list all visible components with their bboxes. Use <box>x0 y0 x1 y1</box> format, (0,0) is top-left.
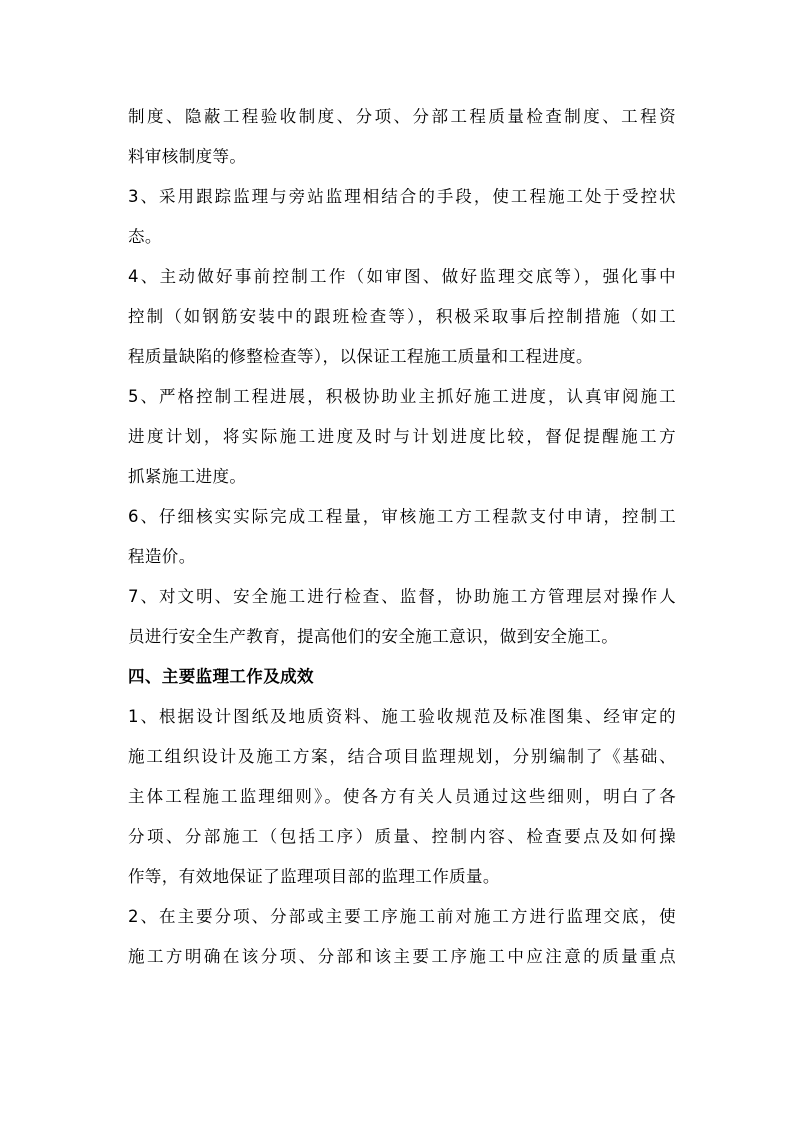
text-line: 抓紧施工进度。 <box>128 467 247 486</box>
text-line: 6、仔细核实实际完成工程量，审核施工方工程款支付申请，控制工 <box>128 507 676 526</box>
text-line: 作等，有效地保证了监理项目部的监理工作质量。 <box>128 867 500 886</box>
text-line: 员进行安全生产教育，提高他们的安全施工意识，做到安全施工。 <box>128 627 619 646</box>
section-heading: 四、主要监理工作及成效 <box>128 667 314 686</box>
text-line: 5、严格控制工程进展，积极协助业主抓好施工进度，认真审阅施工 <box>128 387 676 406</box>
document-page <box>128 97 676 977</box>
text-line: 制度、隐蔽工程验收制度、分项、分部工程质量检查制度、工程资 <box>128 107 676 126</box>
text-line: 施工方明确在该分项、分部和该主要工序施工中应注意的质量重点 <box>128 947 676 966</box>
text-line: 7、对文明、安全施工进行检查、监督，协助施工方管理层对操作人 <box>128 587 676 606</box>
text-line: 施工组织设计及施工方案，结合项目监理规划，分别编制了《基础、 <box>128 747 676 766</box>
text-line: 料审核制度等。 <box>128 147 247 166</box>
text-line: 程质量缺陷的修整检查等），以保证工程施工质量和工程进度。 <box>128 347 593 366</box>
text-line: 4、主动做好事前控制工作（如审图、做好监理交底等），强化事中 <box>128 267 676 286</box>
text-line: 进度计划，将实际施工进度及时与计划进度比较，督促提醒施工方 <box>128 427 676 446</box>
text-line: 3、采用跟踪监理与旁站监理相结合的手段，使工程施工处于受控状 <box>128 187 676 206</box>
text-line: 主体工程施工监理细则》。使各方有关人员通过这些细则，明白了各 <box>128 787 676 806</box>
text-line: 程造价。 <box>128 547 196 566</box>
text-line: 1、根据设计图纸及地质资料、施工验收规范及标准图集、经审定的 <box>128 707 676 726</box>
text-line: 态。 <box>128 227 162 246</box>
text-line: 2、在主要分项、分部或主要工序施工前对施工方进行监理交底，使 <box>128 907 676 926</box>
text-line: 控制（如钢筋安装中的跟班检查等），积极采取事后控制措施（如工 <box>128 307 676 326</box>
text-line: 分项、分部施工（包括工序）质量、控制内容、检查要点及如何操 <box>128 827 676 846</box>
